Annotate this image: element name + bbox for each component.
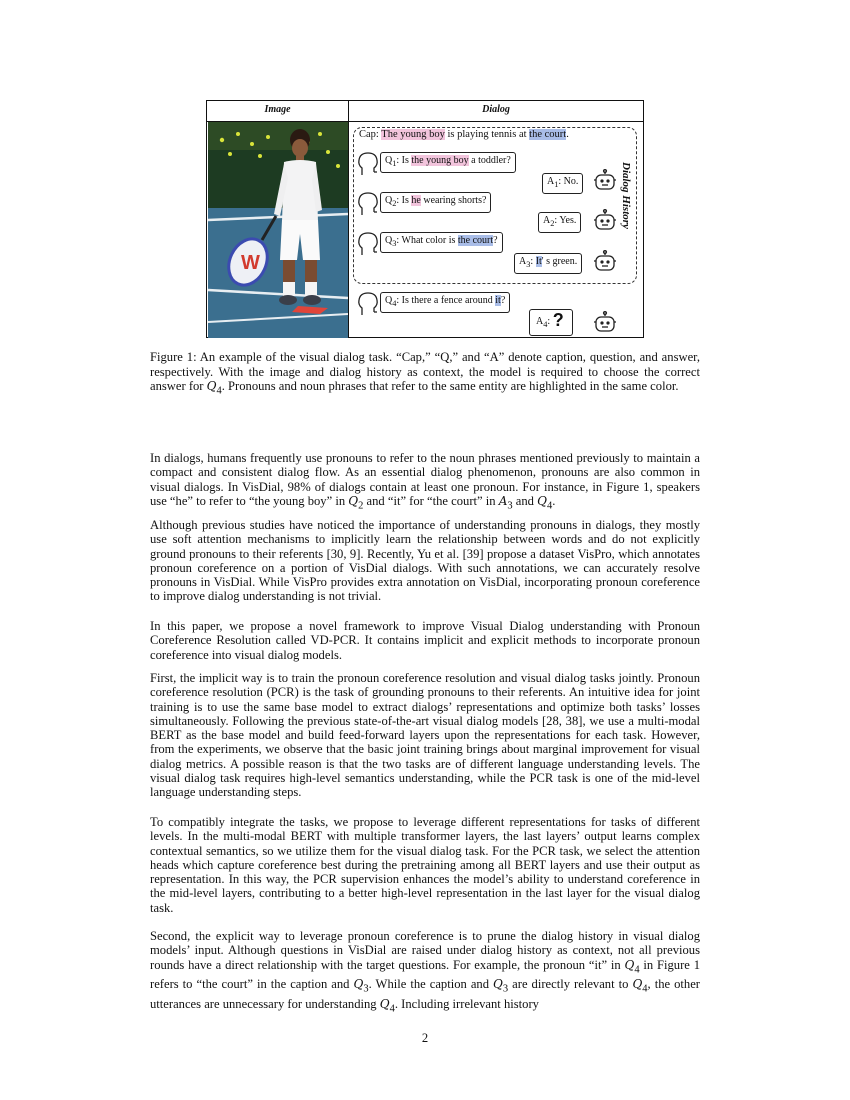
dialog-history-label: Dialog History bbox=[620, 162, 632, 229]
a2-text: : Yes. bbox=[554, 215, 577, 226]
robot-icon bbox=[593, 209, 617, 233]
p1-q4s: 4 bbox=[546, 500, 553, 512]
caption-utterance bbox=[359, 129, 569, 140]
q2-highlight: he bbox=[411, 195, 421, 206]
p1-q2s: 2 bbox=[358, 500, 364, 512]
a3-highlight: It bbox=[535, 256, 542, 267]
q1-label: Q bbox=[385, 155, 393, 166]
p6-c: . While the caption and bbox=[368, 977, 494, 992]
page-number: 2 bbox=[421, 1031, 429, 1045]
answer-1-bubble bbox=[542, 173, 583, 194]
robot-icon bbox=[593, 311, 617, 335]
figure-header-dialog: Dialog bbox=[482, 104, 510, 115]
photo-illustration bbox=[208, 122, 348, 338]
cap-highlight-court: the court bbox=[529, 129, 567, 140]
cap-highlight-boy: The young boy bbox=[381, 129, 445, 140]
human-head-icon bbox=[357, 152, 379, 176]
p6-q3b: Q bbox=[493, 977, 503, 992]
caption-var: Q bbox=[206, 379, 217, 393]
q4-sub: 4 bbox=[392, 299, 397, 308]
a1-sub: 1 bbox=[554, 180, 559, 189]
caption-lead: Figure 1: An example of the visual dialog task. “Cap,” “Q,” and “A” denote caption, question, and answer, respectively. With the image and dialog history as context, the model is required to choose the correct answer for bbox=[150, 350, 700, 393]
question-4-bubble bbox=[380, 292, 510, 313]
p1-a3: A bbox=[498, 493, 508, 508]
q2-post: wearing shorts? bbox=[420, 195, 487, 206]
q2-label: Q bbox=[385, 195, 393, 206]
a1-text: : No. bbox=[558, 176, 579, 187]
p6-a: Second, the explicit way to leverage pronoun coreference is to prune the dialog history in visual dialog models’ input. Although questions in VisDial are raised under dialog history as context, not all previous rounds have a direct relationship with the target questions. For example, the pronoun “it” in bbox=[150, 929, 700, 972]
a3-sub: 3 bbox=[526, 260, 531, 269]
q3-pre: : What color is bbox=[396, 235, 458, 246]
q2-pre: : Is bbox=[396, 195, 412, 206]
q1-post: a toddler? bbox=[468, 155, 511, 166]
p1-q2: Q bbox=[348, 493, 359, 508]
paragraph-3: In this paper, we propose a novel framework to improve Visual Dialog understanding with Pronoun Coreference Resolution called VD-PCR. It contains implicit and explicit methods to incorporate pronoun coreference into visual dialog models. bbox=[150, 619, 700, 662]
robot-icon bbox=[593, 250, 617, 274]
p6-q4cs: 4 bbox=[389, 1003, 395, 1015]
p6-q4bs: 4 bbox=[642, 983, 648, 995]
figure-1 bbox=[206, 100, 644, 338]
paragraph-6 bbox=[150, 929, 700, 1017]
paragraph-2: Although previous studies have noticed the importance of understanding pronouns in dialogs, they mostly use soft attention mechanisms to implicitly learn the relationship between words and do not explicitly ground pronouns to their referents [30, 9]. Recently, Yu et al. [39] propose a dataset VisPro, which annotates pronoun coreference on a portion of VisDial dialogs. With such annotations, we can accurately resolve pronouns in VisDial. While VisPro provides extra annotation on VisDial, incorporating pronoun coreference to improve dialog understanding is not trivial. bbox=[150, 518, 700, 604]
caption-sub: 4 bbox=[216, 385, 222, 397]
p6-q4b: Q bbox=[632, 977, 643, 992]
q1-sub: 1 bbox=[392, 159, 397, 168]
q1-pre: : Is bbox=[396, 155, 412, 166]
paragraph-4: First, the implicit way is to train the pronoun coreference resolution and visual dialog tasks jointly. Pronoun coreference resolution (PCR) is the task of grounding pronouns to their referents. An intuitive idea for joint training is to use the same base model to extract dialogs’ representations and optimize both tasks’ losses simultaneously. Following the previous state-of-the-art visual dialog models [28, 38], we use a multi-modal BERT as the base model and build feed-forward layers upon the representations for each task. However, from the experiments, we observe that the basic joint training brings about marginal improvement for visual dialog metrics. A possible reason is that the two tasks are of different language understanding levels. The visual dialog task requires high-level semantics understanding, while the PCR task is one of the mid-level language understanding steps. bbox=[150, 671, 700, 800]
p6-d: are directly relevant to bbox=[508, 977, 633, 992]
p1-d: . bbox=[552, 493, 556, 508]
a2-label: A bbox=[543, 215, 551, 226]
question-2-bubble bbox=[380, 192, 491, 213]
a1-label: A bbox=[547, 176, 555, 187]
paragraph-5: To compatibly integrate the tasks, we propose to leverage different representations for tasks of different levels. In the multi-modal BERT with multiple transformer layers, the last layers’ output learns complex contextual semantics, so we utilize them for the visual dialog task. For the PCR task, we select the attention heads which capture coreference best during the pretraining among all BERT layers and use their output as representation. In this way, the PCR supervision enhances the model’s ability to understand coreference in the mid-level layers, contributing to a better high-level representation in the last layer for the visual dialog task. bbox=[150, 815, 700, 915]
q3-label: Q bbox=[385, 235, 393, 246]
caption-tail: . Pronouns and noun phrases that refer to the same entity are highlighted in the same color. bbox=[221, 379, 679, 393]
robot-icon bbox=[593, 169, 617, 193]
question-1-bubble bbox=[380, 152, 516, 173]
human-head-icon bbox=[357, 232, 379, 256]
q4-highlight: it bbox=[495, 295, 501, 306]
a4-sub: 4 bbox=[543, 320, 548, 329]
paragraph-1 bbox=[150, 451, 700, 514]
p6-q4s: 4 bbox=[634, 964, 640, 976]
answer-3-bubble bbox=[514, 253, 582, 274]
question-mark-icon: ? bbox=[552, 310, 564, 330]
answer-4-bubble bbox=[529, 309, 573, 336]
q3-post: ? bbox=[493, 235, 498, 246]
p1-c: and bbox=[512, 493, 538, 508]
dialog-panel bbox=[349, 122, 643, 337]
tennis-boy-photo bbox=[208, 122, 348, 338]
q3-highlight: the court bbox=[457, 235, 494, 246]
human-head-icon bbox=[357, 292, 379, 316]
human-head-icon bbox=[357, 192, 379, 216]
a3-pre: : bbox=[530, 256, 536, 267]
p6-b: in Figure 1 refers to “the court” in the caption and bbox=[150, 957, 700, 992]
a3-label: A bbox=[519, 256, 527, 267]
figure-caption bbox=[150, 350, 700, 399]
a4-label: A bbox=[536, 316, 544, 327]
cap-suffix: . bbox=[566, 129, 569, 140]
svg-text:W: W bbox=[241, 252, 260, 274]
p6-f: . Including irrelevant history bbox=[394, 997, 539, 1012]
a3-post: ' s green. bbox=[541, 256, 578, 267]
q4-pre: : Is there a fence around bbox=[396, 295, 496, 306]
cap-prefix: Cap: bbox=[359, 129, 382, 140]
a2-sub: 2 bbox=[550, 219, 555, 228]
figure-header-image: Image bbox=[264, 104, 291, 115]
q1-highlight: the young boy bbox=[411, 155, 469, 166]
p6-q4: Q bbox=[624, 957, 635, 972]
p6-e: , the other utterances are unnecessary for understanding bbox=[150, 977, 700, 1012]
a4-text: : bbox=[547, 316, 551, 327]
p1-a: In dialogs, humans frequently use pronouns to refer to the noun phrases mentioned previously to maintain a compact and consistent dialog flow. As an essential dialog phenomenon, pronouns are also common in visual dialogs. In VisDial, 98% of dialogs contain at least one pronoun. For instance, in Figure 1, speakers use “he” to refer to “the young boy” in bbox=[150, 451, 700, 508]
p6-q4c: Q bbox=[379, 997, 390, 1012]
q2-sub: 2 bbox=[392, 199, 397, 208]
p1-a3s: 3 bbox=[507, 500, 513, 512]
question-3-bubble bbox=[380, 232, 503, 253]
q3-sub: 3 bbox=[392, 239, 397, 248]
q4-post: ? bbox=[500, 295, 506, 306]
answer-2-bubble bbox=[538, 212, 581, 233]
p6-q3: Q bbox=[353, 977, 364, 992]
p1-q4: Q bbox=[537, 493, 547, 508]
p1-b: and “it” for “the court” in bbox=[363, 493, 499, 508]
p6-q3s: 3 bbox=[363, 983, 369, 995]
q4-label: Q bbox=[385, 295, 393, 306]
cap-mid: is playing tennis at bbox=[444, 129, 530, 140]
p6-q3bs: 3 bbox=[502, 983, 509, 995]
